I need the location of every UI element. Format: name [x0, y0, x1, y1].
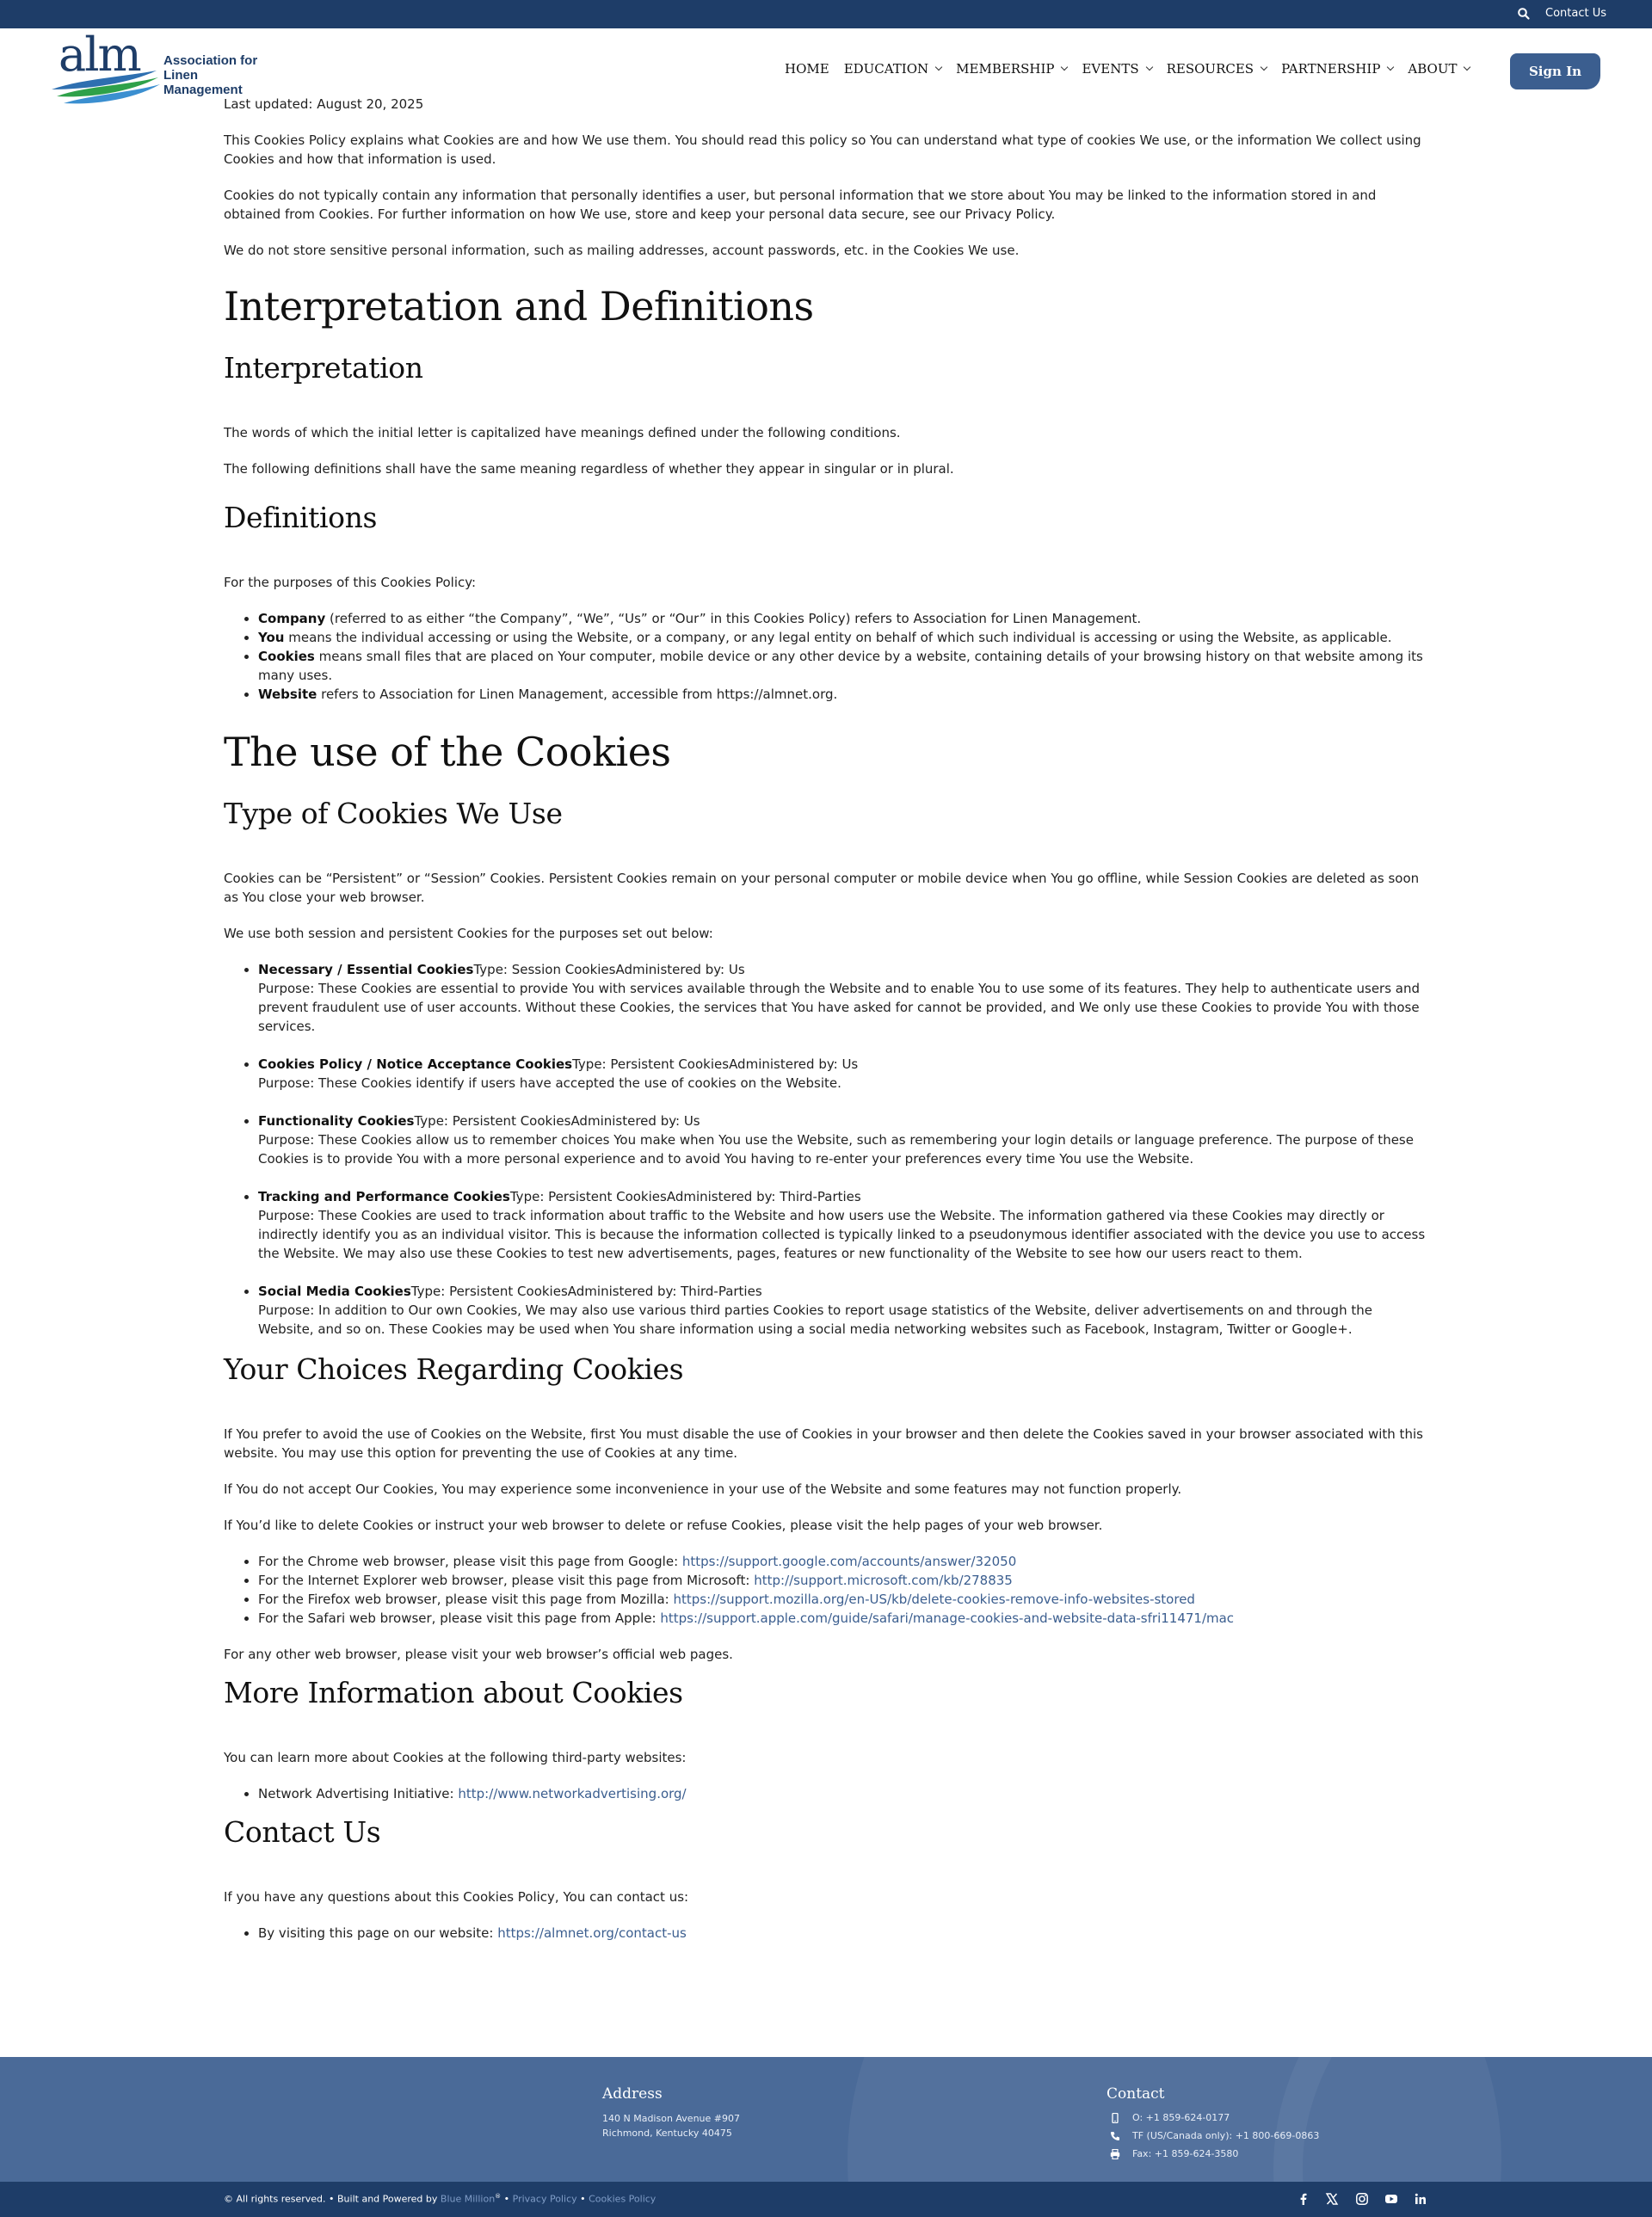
- cookie-type-name: Functionality Cookies: [258, 1113, 415, 1129]
- browser-help-list: [258, 1552, 1428, 1628]
- nav-partnership-label: PARTNERSHIP: [1281, 61, 1381, 77]
- browser-help-text: For the Safari web browser, please visit this page from Apple:: [258, 1610, 661, 1626]
- cookie-type-purpose: Purpose: These Cookies are used to track information about traffic to the Website and how users use the Website. The information gathered via these Cookies may directly or indirectly identify you as an individual visitor. This is because the information collected is typically linked to a pseudonymous identifier associated with the device you use to access the Website. We may also use these Cookies to test new advertisements, pages, features or new functionality of the Website to see how our users react to them.: [258, 1208, 1426, 1261]
- chevron-down-icon: [935, 64, 942, 71]
- cookies-policy-content: [224, 95, 1428, 1960]
- intro-paragraph: We do not store sensitive personal information, such as mailing addresses, account passwords, etc. in the Cookies We use.: [224, 243, 1020, 258]
- cookies-policy-link[interactable]: Cookies Policy: [589, 2193, 656, 2205]
- heading-your-choices: Your Choices Regarding Cookies: [224, 1352, 684, 1386]
- intro-paragraph: This Cookies Policy explains what Cookies are and how We use them. You should read this policy so You can understand what type of cookies We use, or the information We collect using Cookies and how that information is used.: [224, 132, 1421, 167]
- definition-term: Website: [258, 687, 317, 702]
- contact-text: By visiting this page on our website:: [258, 1925, 498, 1941]
- cookie-type-purpose: Purpose: In addition to Our own Cookies, We may also use various third parties Cookies to report usage statistics of the Website, deliver advertisements on and through the Website, and so on. These Cookies may be used when You share information using a social media networking websites such as Facebook, Instagram, Twitter or Google+.: [258, 1302, 1372, 1337]
- paragraph: For the purposes of this Cookies Policy:: [224, 575, 477, 590]
- browser-help-text: For the Firefox web browser, please visit this page from Mozilla:: [258, 1592, 674, 1607]
- definitions-list: [258, 609, 1428, 704]
- separator: •: [501, 2193, 513, 2205]
- cookie-type-name: Social Media Cookies: [258, 1284, 411, 1299]
- main-nav: [785, 61, 1484, 77]
- chevron-down-icon: [1464, 64, 1470, 71]
- paragraph: If you have any questions about this Cookies Policy, You can contact us:: [224, 1889, 689, 1905]
- paragraph: We use both session and persistent Cookies for the purposes set out below:: [224, 926, 713, 941]
- footer-contact-heading: Contact: [1106, 2085, 1165, 2103]
- list-item: [258, 1187, 1428, 1263]
- cookie-type-purpose: Purpose: These Cookies are essential to provide You with services available through the Website and to enable You to use some of its features. They help to authenticate users and prevent fraudulent use of user accounts. Without these Cookies, the services that You have asked for cannot be provided, and We only use these Cookies to provide You with those services.: [258, 981, 1421, 1034]
- definition-text: refers to Association for Linen Management, accessible from https://almnet.org.: [317, 687, 838, 702]
- builder-link[interactable]: Blue Million: [440, 2193, 496, 2205]
- footer-decoration: [1273, 2057, 1652, 2182]
- logo-tagline-line1: Association for: [163, 53, 258, 68]
- nav-events-label: EVENTS: [1082, 61, 1139, 77]
- heading-interpretation-definitions: Interpretation and Definitions: [224, 283, 814, 329]
- address-line: 140 N Madison Avenue #907: [602, 2113, 740, 2124]
- contact-list: [258, 1924, 1428, 1943]
- safari-help-link[interactable]: https://support.apple.com/guide/safari/manage-cookies-and-website-data-sfri11471/mac: [660, 1610, 1235, 1626]
- logo-tagline: [163, 53, 275, 97]
- footer-contact-tollfree[interactable]: [1110, 2130, 1319, 2141]
- copyright-line: [224, 2193, 656, 2205]
- paragraph: You can learn more about Cookies at the following third-party websites:: [224, 1750, 687, 1765]
- nai-link[interactable]: http://www.networkadvertising.org/: [458, 1786, 687, 1801]
- firefox-help-link[interactable]: https://support.mozilla.org/en-US/kb/delete-cookies-remove-info-websites-stored: [673, 1592, 1195, 1607]
- heading-definitions: Definitions: [224, 501, 378, 534]
- copyright-text: © All rights reserved. • Built and Powered by: [224, 2193, 441, 2205]
- fax-icon: [1110, 2149, 1120, 2159]
- footer-contact-fax: [1110, 2148, 1238, 2159]
- site-footer: [0, 2057, 1652, 2182]
- nav-home-label: HOME: [785, 61, 829, 77]
- phone-icon: [1110, 2131, 1120, 2141]
- paragraph: If You do not accept Our Cookies, You may experience some inconvenience in your use of the Website and some features may not function properly.: [224, 1481, 1182, 1497]
- linkedin-icon[interactable]: [1414, 2192, 1427, 2206]
- instagram-icon[interactable]: [1355, 2192, 1369, 2206]
- cookie-type-meta: Type: Persistent CookiesAdministered by: Us: [414, 1113, 700, 1129]
- sign-in-button[interactable]: Sign In: [1510, 53, 1600, 89]
- nav-home[interactable]: [785, 61, 829, 77]
- list-item: [258, 1571, 1428, 1590]
- youtube-icon[interactable]: [1384, 2192, 1398, 2206]
- heading-use-of-cookies: The use of the Cookies: [224, 729, 671, 775]
- separator: •: [576, 2193, 589, 2205]
- contact-page-link[interactable]: https://almnet.org/contact-us: [497, 1925, 687, 1941]
- nav-education[interactable]: [844, 61, 941, 77]
- list-item: [258, 1784, 1428, 1803]
- browser-help-text: For the Chrome web browser, please visit this page from Google:: [258, 1554, 682, 1569]
- list-item: [258, 960, 1428, 1036]
- heading-interpretation: Interpretation: [224, 351, 423, 385]
- footer-address: [602, 2111, 740, 2140]
- heading-types-of-cookies: Type of Cookies We Use: [224, 797, 563, 830]
- list-item: [258, 628, 1428, 647]
- nav-partnership[interactable]: [1281, 61, 1393, 77]
- paragraph: The following definitions shall have the same meaning regardless of whether they appear in singular or in plural.: [224, 461, 954, 477]
- chevron-down-icon: [1261, 64, 1267, 71]
- mobile-icon: [1110, 2113, 1120, 2123]
- intro-paragraph: Cookies do not typically contain any information that personally identifies a user, but personal information that we store about You may be linked to the information stored in and obtained from Cookies. For further information on how We use, store and keep your personal data secure, see our Privacy Policy.: [224, 188, 1377, 222]
- list-item: [258, 609, 1428, 628]
- cookie-type-meta: Type: Persistent CookiesAdministered by: Us: [572, 1056, 859, 1072]
- cookie-type-name: Necessary / Essential Cookies: [258, 962, 474, 977]
- list-item: [258, 647, 1428, 685]
- cookie-type-name: Tracking and Performance Cookies: [258, 1189, 510, 1204]
- heading-more-information: More Information about Cookies: [224, 1676, 683, 1709]
- list-item: [258, 685, 1428, 704]
- footer-bottom-bar: [0, 2182, 1652, 2217]
- nav-events[interactable]: [1082, 61, 1151, 77]
- cookie-type-meta: Type: Persistent CookiesAdministered by: Third-Parties: [509, 1189, 861, 1204]
- contact-fax-text: Fax: +1 859-624-3580: [1132, 2148, 1239, 2159]
- definition-term: Cookies: [258, 649, 315, 664]
- nav-resources-label: RESOURCES: [1166, 61, 1254, 77]
- chevron-down-icon: [1387, 64, 1394, 71]
- chevron-down-icon: [1061, 64, 1068, 71]
- definition-text: (referred to as either “the Company”, “We”, “Us” or “Our” in this Cookies Policy) refers to Association for Linen Management.: [325, 611, 1142, 626]
- contact-us-link[interactable]: Contact Us: [1545, 7, 1606, 20]
- cookie-types-list: [258, 960, 1428, 1339]
- nav-education-label: EDUCATION: [843, 61, 929, 77]
- paragraph: Cookies can be “Persistent” or “Session” Cookies. Persistent Cookies remain on your personal computer or mobile device when You go offline, while Session Cookies are deleted as soon as You close your web browser.: [224, 871, 1420, 905]
- facebook-icon[interactable]: [1297, 2192, 1310, 2206]
- nav-resources[interactable]: [1167, 61, 1267, 77]
- paragraph: If You prefer to avoid the use of Cookies on the Website, first You must disable the use of Cookies in your browser and then delete the Cookies saved in your browser associated with this website. You may use this option for preventing the use of Cookies at any time.: [224, 1426, 1423, 1461]
- cookie-type-purpose: Purpose: These Cookies identify if users have accepted the use of cookies on the Website.: [258, 1075, 841, 1091]
- cookie-type-name: Cookies Policy / Notice Acceptance Cookies: [258, 1056, 573, 1072]
- nav-about-label: ABOUT: [1408, 61, 1458, 77]
- third-party-text: Network Advertising Initiative:: [258, 1786, 459, 1801]
- cookie-type-purpose: Purpose: These Cookies allow us to remember choices You make when You use the Website, such as remembering your login details or language preference. The purpose of these Cookies is to provide You with a more personal experience and to avoid You having to re-enter your preferences every time You use the Website.: [258, 1132, 1414, 1167]
- nav-membership[interactable]: [956, 61, 1067, 77]
- list-item: [258, 1112, 1428, 1168]
- list-item: [258, 1552, 1428, 1571]
- privacy-policy-link[interactable]: Privacy Policy: [512, 2193, 577, 2205]
- contact-tollfree-text: TF (US/Canada only): +1 800-669-0863: [1132, 2130, 1320, 2141]
- definition-text: means small files that are placed on Your computer, mobile device or any other device by a website, containing details of your browsing history on that website among its many uses.: [258, 649, 1423, 683]
- list-item: [258, 1924, 1428, 1943]
- chevron-down-icon: [1145, 64, 1152, 71]
- definition-term: Company: [258, 611, 326, 626]
- cookie-type-meta: Type: Persistent CookiesAdministered by: Third-Parties: [410, 1284, 762, 1299]
- paragraph: If You’d like to delete Cookies or instruct your web browser to delete or refuse Cookies, please visit the help pages of your web browser.: [224, 1518, 1103, 1533]
- search-icon[interactable]: [1517, 7, 1531, 21]
- last-updated: Last updated: August 20, 2025: [224, 96, 424, 112]
- definition-text: means the individual accessing or using the Website, or a company, or any legal entity on behalf of which such individual is accessing or using the Website, as applicable.: [284, 630, 1392, 645]
- chrome-help-link[interactable]: https://support.google.com/accounts/answer/32050: [681, 1554, 1017, 1569]
- list-item: [258, 1590, 1428, 1609]
- logo-wordmark: alm: [59, 28, 140, 82]
- cookie-type-meta: Type: Session CookiesAdministered by: Us: [473, 962, 745, 977]
- address-line: Richmond, Kentucky 40475: [602, 2128, 732, 2139]
- third-party-list: [258, 1784, 1428, 1803]
- contact-office-text: O: +1 859-624-0177: [1132, 2112, 1230, 2123]
- heading-contact-us: Contact Us: [224, 1815, 381, 1849]
- logo-tagline-line2: Linen Management: [163, 68, 243, 97]
- paragraph: For any other web browser, please visit your web browser’s official web pages.: [224, 1647, 733, 1662]
- nav-about[interactable]: [1408, 61, 1470, 77]
- list-item: [258, 1055, 1428, 1093]
- list-item: [258, 1282, 1428, 1339]
- x-icon[interactable]: [1325, 2192, 1339, 2206]
- definition-term: You: [258, 630, 285, 645]
- top-utility-bar: [0, 0, 1652, 28]
- footer-contact-office[interactable]: [1110, 2112, 1230, 2123]
- paragraph: The words of which the initial letter is capitalized have meanings defined under the following conditions.: [224, 425, 901, 440]
- list-item: [258, 1609, 1428, 1628]
- footer-address-heading: Address: [602, 2085, 663, 2103]
- nav-membership-label: MEMBERSHIP: [956, 61, 1055, 77]
- browser-help-text: For the Internet Explorer web browser, please visit this page from Microsoft:: [258, 1573, 755, 1588]
- ie-help-link[interactable]: http://support.microsoft.com/kb/278835: [754, 1573, 1013, 1588]
- registered-mark: ®: [495, 2193, 502, 2200]
